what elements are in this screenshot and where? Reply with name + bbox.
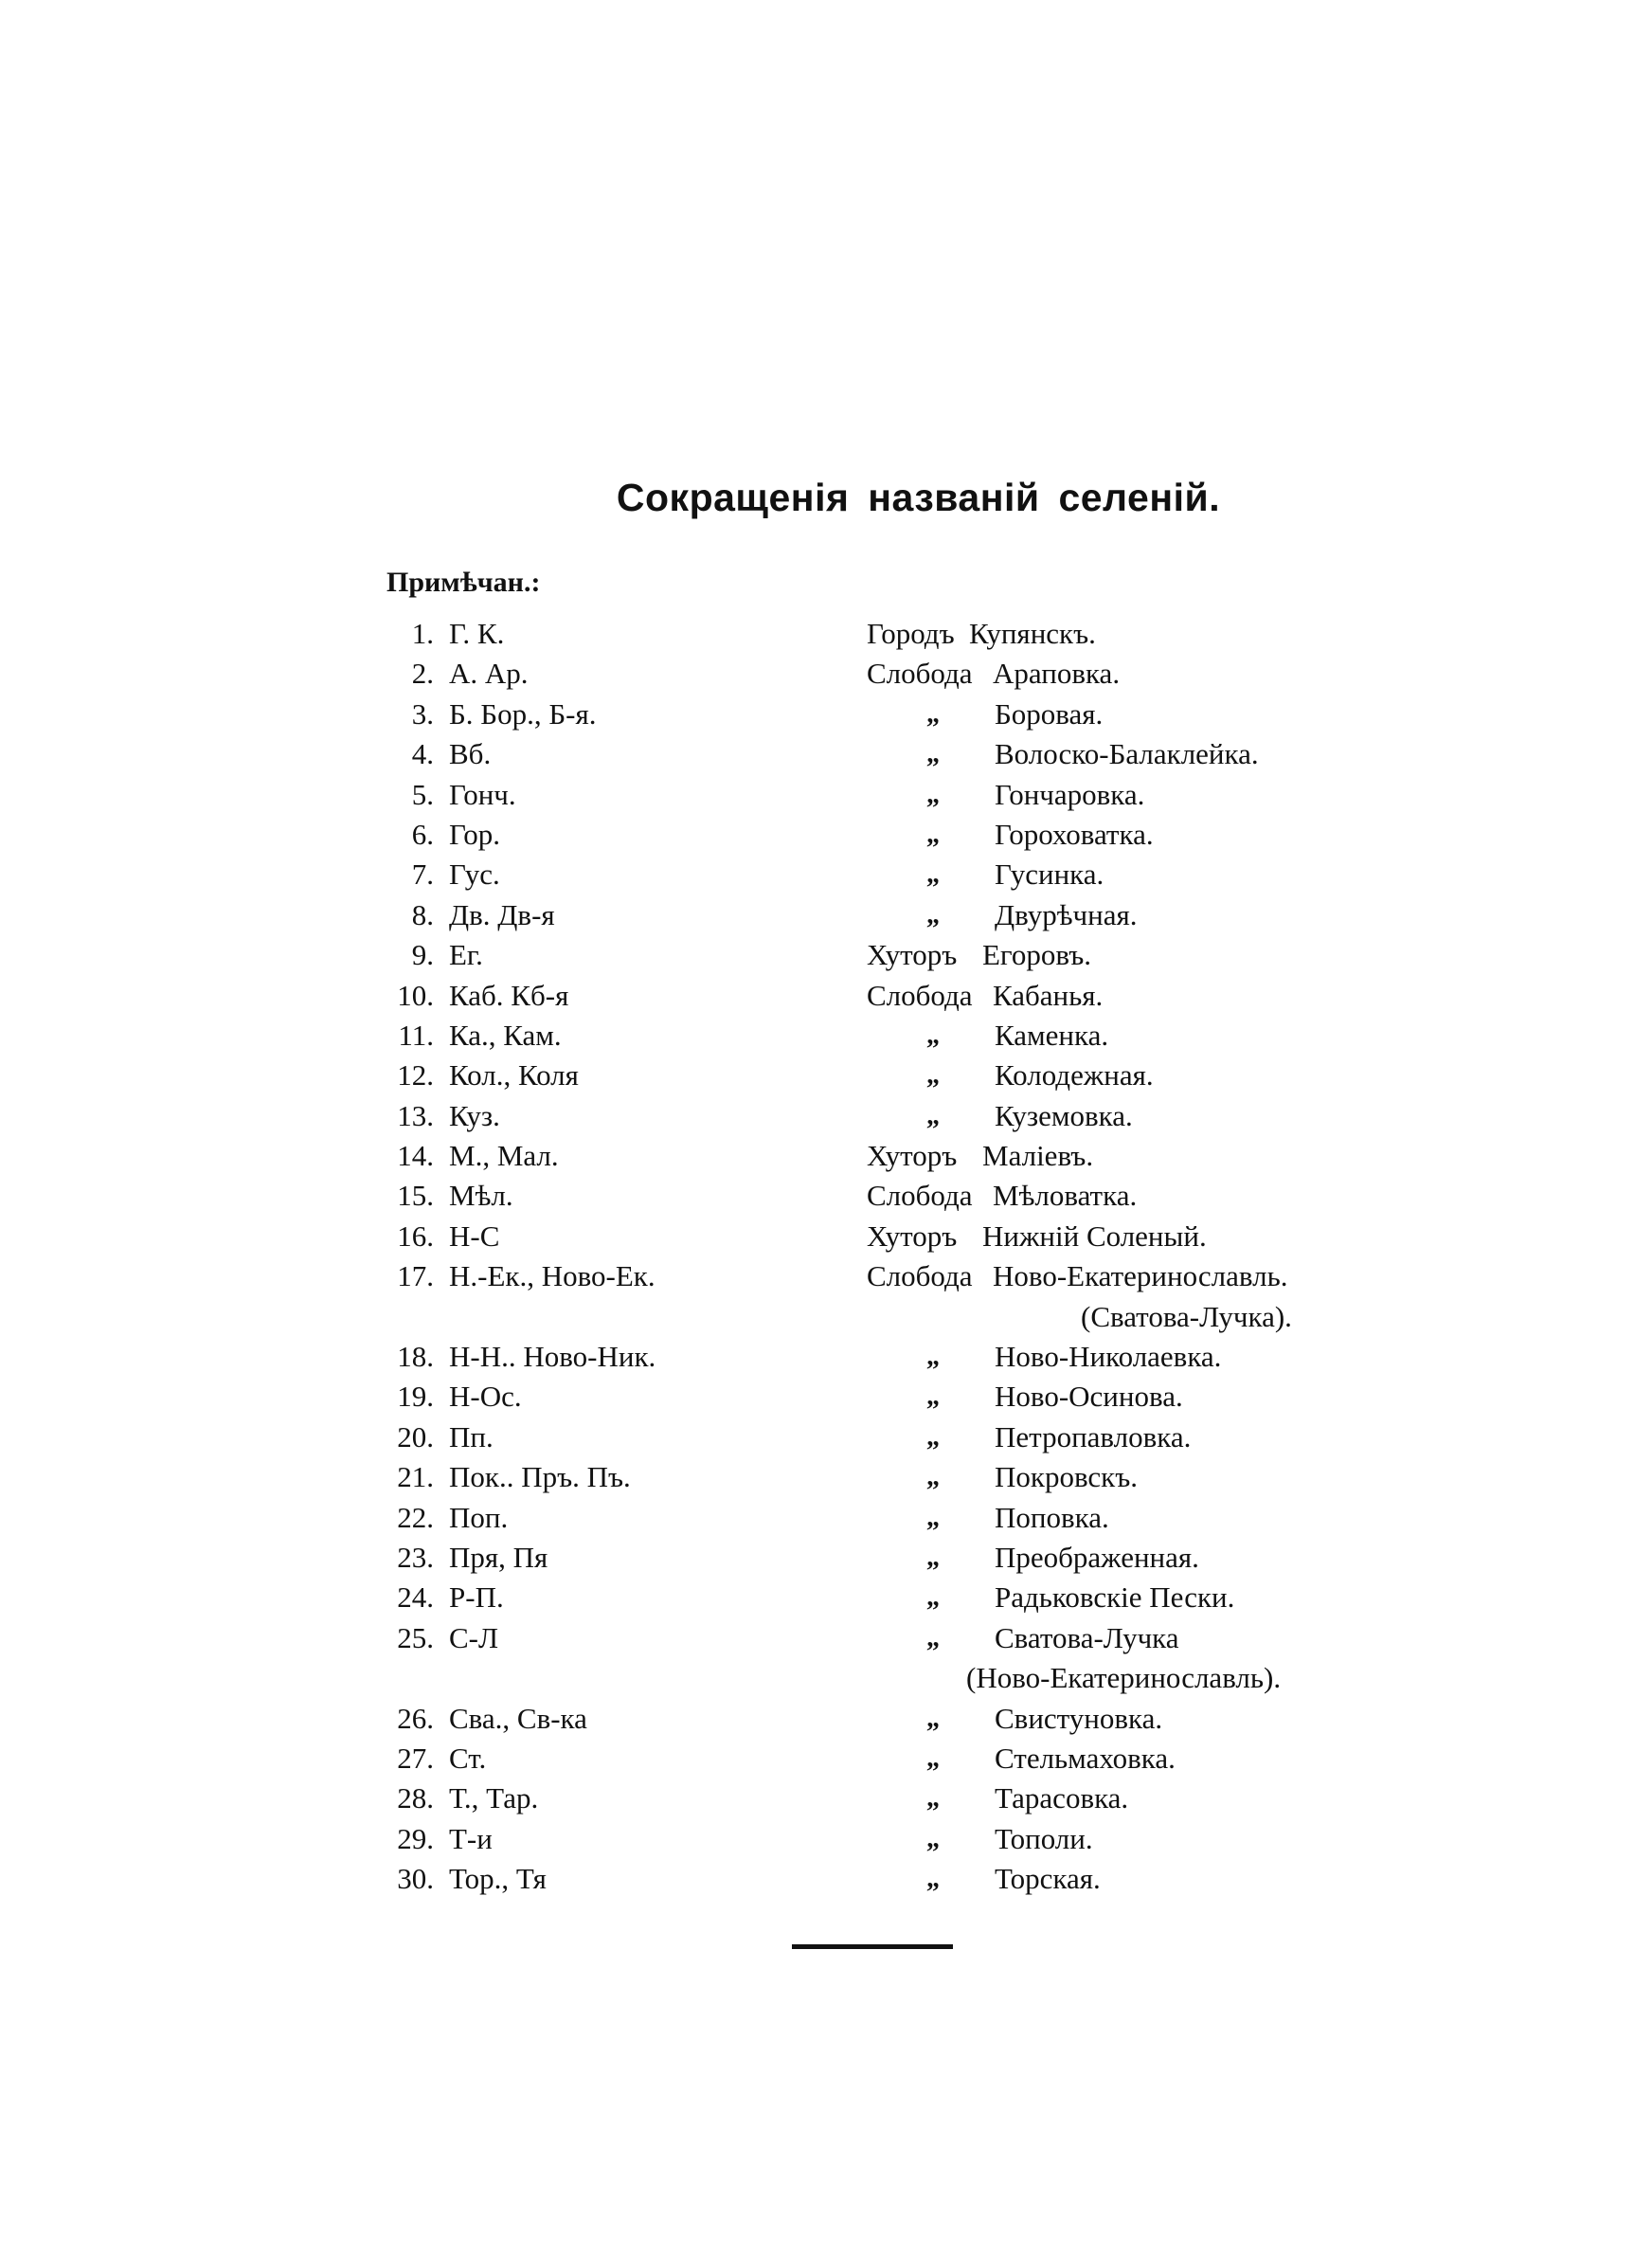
list-item [0,775,1652,815]
entry-number: 11. [398,1018,434,1052]
entry-number: 5. [411,777,434,811]
entry-number: 14. [397,1139,434,1173]
entry-number: 16. [397,1219,434,1253]
entry-number: 4. [411,737,434,771]
list-item [0,1176,1652,1216]
note-label: Примѣчан.: [386,567,541,598]
list-item [0,1016,1652,1056]
list-item [0,1256,1652,1337]
ditto-mark: „ [926,739,940,769]
entry-settlement-name: Колодежная. [995,1058,1154,1092]
list-item [0,1337,1652,1377]
list-item [0,1779,1652,1818]
list-item [0,1056,1652,1095]
entry-abbreviation: Т-и [449,1821,493,1855]
ditto-mark: „ [926,1342,940,1372]
list-item [0,1618,1652,1699]
entry-number: 27. [397,1741,434,1775]
entry-number: 19. [397,1380,434,1414]
entry-abbreviation: Ка., Кам. [449,1018,562,1052]
entry-number: 8. [411,897,434,931]
list-item [0,1739,1652,1779]
list-item [0,1217,1652,1256]
list-item [0,976,1652,1016]
list-item [0,1457,1652,1497]
end-rule-divider [792,1944,953,1949]
entry-abbreviation: Пп. [449,1419,494,1454]
entry-settlement-name: Мѣловатка. [993,1179,1138,1213]
entry-settlement-name: Волоско-Балаклейка. [995,737,1259,771]
entry-number: 9. [411,938,434,972]
entry-abbreviation: М., Мал. [449,1139,559,1173]
entry-abbreviation: Н-С [449,1219,500,1253]
entry-settlement-name: Радьковскіе Пески. [995,1580,1235,1615]
entry-number: 30. [397,1862,434,1896]
ditto-mark: „ [926,1783,940,1814]
entry-alternate-name: (Сватова-Лучка). [1081,1299,1292,1333]
ditto-mark: „ [926,1020,940,1050]
entry-number: 10. [397,978,434,1012]
entry-settlement-name: Торская. [995,1862,1101,1896]
ditto-mark: „ [926,1703,940,1733]
ditto-mark: „ [926,1864,940,1894]
list-item [0,695,1652,734]
entry-settlement-name: Гусинка. [995,858,1104,892]
entry-settlement-name: Покровскъ. [995,1460,1139,1494]
entry-settlement-type: Городъ [867,617,955,650]
entry-settlement-type: Хуторъ [867,1139,958,1173]
entry-abbreviation: Т., Тар. [449,1781,539,1815]
list-item [0,654,1652,694]
ditto-mark: „ [926,1100,940,1130]
entry-settlement-name: Поповка. [995,1500,1109,1534]
entry-abbreviation: Кол., Коля [449,1058,579,1092]
entry-abbreviation: Г. К. [449,617,505,650]
ditto-mark: „ [926,819,940,849]
entry-settlement-name: Тарасовка. [995,1781,1129,1815]
list-item [0,1136,1652,1176]
entry-settlement-name: Ново-Николаевка. [995,1340,1222,1374]
entry-alternate-name: (Ново-Екатеринославль). [966,1661,1282,1695]
entry-abbreviation: Б. Бор., Б-я. [449,696,597,731]
entry-settlement-type: Хуторъ [867,1219,958,1253]
entry-number: 13. [397,1098,434,1132]
list-item [0,935,1652,975]
entry-abbreviation: Тор., Тя [449,1862,547,1896]
entry-number: 18. [397,1340,434,1374]
entry-abbreviation: Сва., Св-ка [449,1701,587,1735]
ditto-mark: „ [926,1543,940,1572]
list-item [0,855,1652,894]
entry-settlement-name: Араповка. [993,657,1121,691]
entry-abbreviation: Р-П. [449,1580,504,1615]
entry-number: 17. [397,1259,434,1293]
entry-number: 15. [397,1179,434,1213]
entry-settlement-name: Нижній Соленый. [982,1219,1207,1253]
ditto-mark: „ [926,1381,940,1412]
entry-abbreviation: Вб. [449,737,492,771]
entry-number: 3. [411,696,434,731]
list-item [0,1819,1652,1859]
entry-abbreviation: Н.-Ек., Ново-Ек. [449,1259,655,1293]
entry-abbreviation: Пря, Пя [449,1541,548,1574]
entry-number: 24. [397,1580,434,1615]
ditto-mark: „ [926,1421,940,1452]
list-item [0,1578,1652,1617]
ditto-mark: „ [926,1622,940,1652]
entry-settlement-name: Боровая. [995,696,1104,731]
list-item [0,734,1652,774]
abbreviation-list [0,614,1652,1900]
entry-settlement-name: Ново-Осинова. [995,1380,1183,1414]
entry-abbreviation: Пок.. Пръ. Пъ. [449,1460,631,1494]
list-item [0,1699,1652,1739]
list-item [0,1859,1652,1899]
entry-settlement-name: Гороховатка. [995,817,1154,851]
entry-settlement-name: Свистуновка. [995,1701,1163,1735]
entry-number: 26. [397,1701,434,1735]
list-item [0,1417,1652,1457]
entry-number: 6. [411,817,434,851]
ditto-mark: „ [926,1823,940,1853]
ditto-mark: „ [926,1742,940,1773]
list-item [0,614,1652,654]
entry-abbreviation: Ст. [449,1741,487,1775]
entry-abbreviation: Гор. [449,817,500,851]
entry-settlement-name: Маліевъ. [982,1139,1094,1173]
entry-number: 1. [411,617,434,650]
ditto-mark: „ [926,899,940,930]
list-item [0,1498,1652,1538]
entry-abbreviation: С-Л [449,1620,499,1654]
list-item [0,895,1652,935]
entry-settlement-name: Гончаровка. [995,777,1145,811]
entry-abbreviation: Гус. [449,858,500,892]
ditto-mark: „ [926,1582,940,1613]
entry-settlement-type: Слобода [867,657,973,691]
ditto-mark: „ [926,859,940,890]
entry-settlement-name: Купянскъ. [969,617,1096,650]
entry-number: 25. [397,1620,434,1654]
list-item [0,815,1652,855]
entry-settlement-type: Хуторъ [867,938,958,972]
entry-number: 21. [397,1460,434,1494]
entry-settlement-name: Тополи. [995,1821,1093,1855]
entry-settlement-name: Кабанья. [993,978,1104,1012]
list-item [0,1096,1652,1136]
entry-number: 7. [411,858,434,892]
entry-settlement-name: Двурѣчная. [995,897,1138,931]
entry-settlement-name: Преображенная. [995,1541,1199,1574]
entry-settlement-name: Куземовка. [995,1098,1133,1132]
entry-abbreviation: А. Ар. [449,657,529,691]
entry-number: 20. [397,1419,434,1454]
entry-settlement-name: Петропавловка. [995,1419,1192,1454]
entry-abbreviation: Н-Ос. [449,1380,522,1414]
entry-settlement-name: Ново-Екатеринославль. [993,1259,1288,1293]
entry-settlement-type: Слобода [867,978,973,1012]
entry-abbreviation: Н-Н.. Ново-Ник. [449,1340,656,1374]
entry-number: 12. [397,1058,434,1092]
entry-settlement-name: Егоровъ. [982,938,1092,972]
list-item [0,1377,1652,1417]
entry-settlement-type: Слобода [867,1179,973,1213]
entry-settlement-type: Слобода [867,1259,973,1293]
entry-abbreviation: Каб. Кб-я [449,978,569,1012]
entry-abbreviation: Мѣл. [449,1179,513,1213]
ditto-mark: „ [926,779,940,809]
entry-number: 2. [411,657,434,691]
entry-abbreviation: Гонч. [449,777,516,811]
entry-number: 23. [397,1541,434,1574]
entry-settlement-name: Стельмаховка. [995,1741,1176,1775]
entry-number: 28. [397,1781,434,1815]
ditto-mark: „ [926,1060,940,1091]
ditto-mark: „ [926,1502,940,1532]
page-title: Сокращенія названій селеній. [616,476,1221,519]
ditto-mark: „ [926,698,940,729]
entry-abbreviation: Ег. [449,938,483,972]
entry-abbreviation: Дв. Дв-я [449,897,555,931]
ditto-mark: „ [926,1462,940,1492]
entry-abbreviation: Поп. [449,1500,509,1534]
entry-settlement-name: Сватова-Лучка [995,1620,1179,1654]
list-item [0,1538,1652,1578]
entry-abbreviation: Куз. [449,1098,500,1132]
entry-settlement-name: Каменка. [995,1018,1109,1052]
entry-number: 29. [397,1821,434,1855]
entry-number: 22. [397,1500,434,1534]
